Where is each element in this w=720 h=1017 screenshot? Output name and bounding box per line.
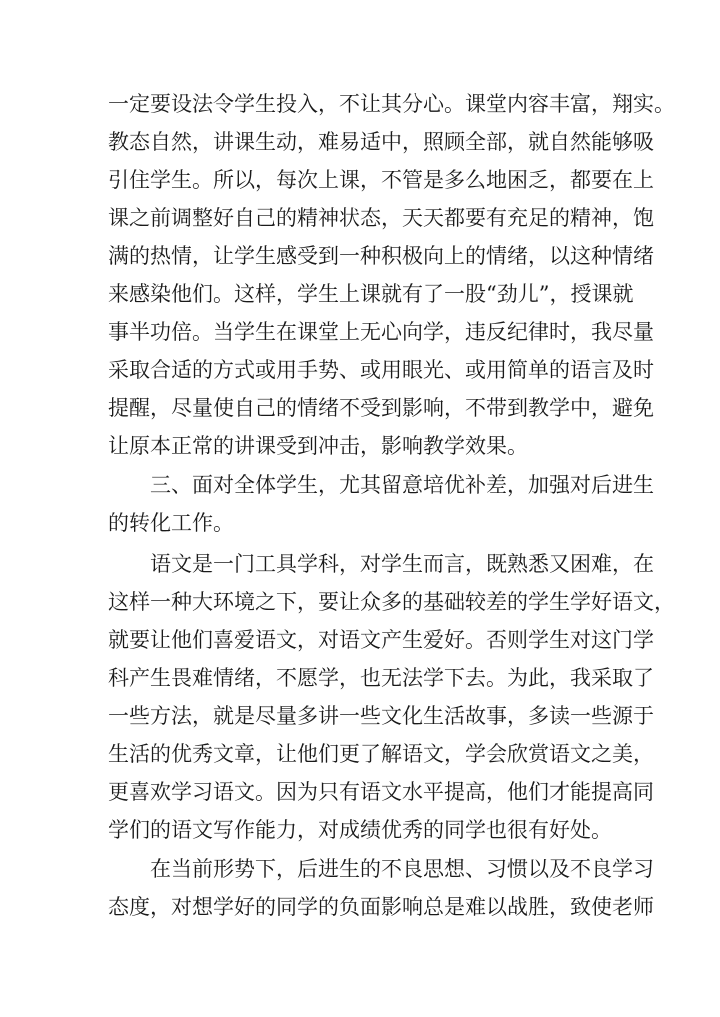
text-line: 这样一种大环境之下，要让众多的基础较差的学生学好语文， xyxy=(108,590,675,614)
text-line: 就要让他们喜爱语文，对语文产生爱好。否则学生对这门学 xyxy=(108,628,654,652)
text-line: 满的热情，让学生感受到一种积极向上的情绪，以这种情绪 xyxy=(108,244,654,268)
text-line: 让原本正常的讲课受到冲击，影响教学效果。 xyxy=(108,434,528,458)
text-line: 学们的语文写作能力，对成绩优秀的同学也很有好处。 xyxy=(108,818,612,842)
text-line: 事半功倍。当学生在课堂上无心向学，违反纪律时，我尽量 xyxy=(108,320,654,344)
text-line: 态度，对想学好的同学的负面影响总是难以战胜，致使老师 xyxy=(108,895,654,919)
section-heading-line: 三、面对全体学生，尤其留意培优补差，加强对后进生 xyxy=(150,473,654,497)
text-line: 提醒，尽量使自己的情绪不受到影响，不带到教学中，避免 xyxy=(108,396,654,420)
text-line: 采取合适的方式或用手势、或用眼光、或用简单的语言及时 xyxy=(108,358,654,382)
text-line: 来感染他们。这样，学生上课就有了一股“劲儿”，授课就 xyxy=(108,282,634,306)
text-line: 更喜欢学习语文。因为只有语文水平提高，他们才能提高同 xyxy=(108,780,654,804)
text-line: 课之前调整好自己的精神状态，天天都要有充足的精神，饱 xyxy=(108,206,654,230)
text-line: 生活的优秀文章，让他们更了解语文，学会欣赏语文之美， xyxy=(108,742,654,766)
text-line: 在当前形势下，后进生的不良思想、习惯以及不良学习 xyxy=(150,857,654,881)
text-line: 一定要设法令学生投入，不让其分心。课堂内容丰富，翔实。 xyxy=(108,92,675,116)
text-line: 教态自然，讲课生动，难易适中，照顾全部，就自然能够吸 xyxy=(108,130,654,154)
text-line: 科产生畏难情绪，不愿学，也无法学下去。为此，我采取了 xyxy=(108,666,654,690)
text-line: 引住学生。所以，每次上课，不管是多么地困乏，都要在上 xyxy=(108,168,654,192)
text-line: 一些方法，就是尽量多讲一些文化生活故事，多读一些源于 xyxy=(108,704,654,728)
text-line: 语文是一门工具学科，对学生而言，既熟悉又困难，在 xyxy=(150,552,654,576)
section-heading-line: 的转化工作。 xyxy=(108,511,234,535)
